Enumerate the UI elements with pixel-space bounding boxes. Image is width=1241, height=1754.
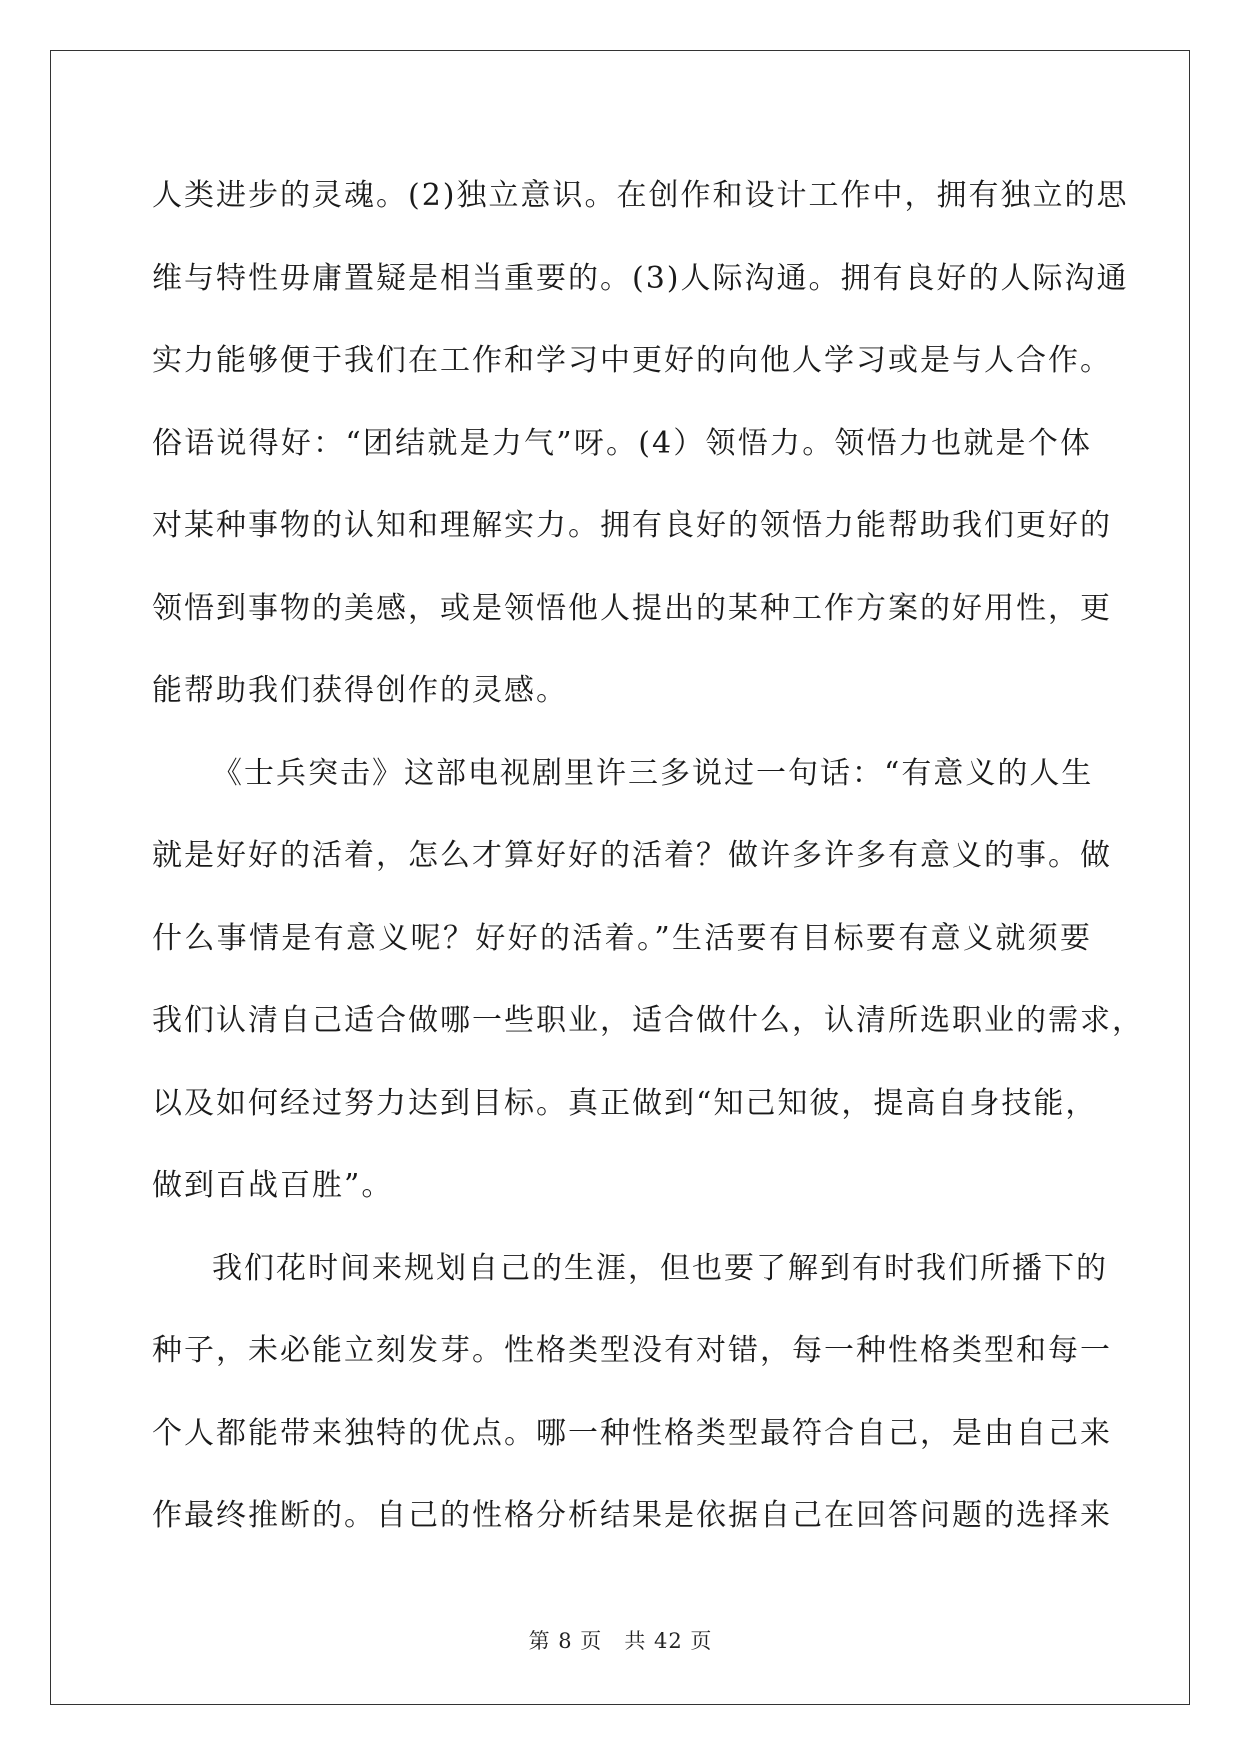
text-line: 维与特性毋庸置疑是相当重要的。(3)人际沟通。拥有良好的人际沟通: [152, 260, 1129, 296]
text-line: 俗语说得好：“团结就是力气”呀。(4）领悟力。领悟力也就是个体: [152, 425, 1092, 461]
text-line: 作最终推断的。自己的性格分析结果是依据自己在回答问题的选择来: [152, 1498, 1112, 1533]
text-line: 领悟到事物的美感，或是领悟他人提出的某种工作方案的好用性，更: [152, 590, 1112, 626]
text-line: 对某种事物的认知和理解实力。拥有良好的领悟力能帮助我们更好的: [152, 508, 1112, 543]
page-number: 第 8 页: [528, 1629, 603, 1653]
page-footer: [0, 1625, 1241, 1655]
document-body: [152, 155, 1144, 1558]
text-line: 个人都能带来独特的优点。哪一种性格类型最符合自己，是由自己来: [152, 1415, 1112, 1451]
total-pages: 共 42 页: [624, 1629, 713, 1653]
text-line: 实力能够便于我们在工作和学习中更好的向他人学习或是与人合作。: [152, 343, 1112, 378]
text-line: 种子，未必能立刻发芽。性格类型没有对错，每一种性格类型和每一: [152, 1333, 1112, 1368]
paragraph-first-line: 《士兵突击》这部电视剧里许三多说过一句话：“有意义的人生: [212, 755, 1094, 791]
text-line: 以及如何经过努力达到目标。真正做到“知己知彼，提高自身技能，: [152, 1085, 1098, 1121]
text-line: 什么事情是有意义呢？好好的活着。”生活要有目标要有意义就须要: [152, 920, 1092, 956]
text-line: 就是好好的活着，怎么才算好好的活着？做许多许多有意义的事。做: [152, 838, 1112, 873]
text-line: 人类进步的灵魂。(2)独立意识。在创作和设计工作中，拥有独立的思: [152, 178, 1129, 213]
text-line: 我们认清自己适合做哪一些职业，适合做什么，认清所选职业的需求，: [152, 1003, 1144, 1038]
text-line: 做到百战百胜”。: [152, 1168, 394, 1203]
text-line: 能帮助我们获得创作的灵感。: [152, 673, 568, 708]
paragraph-first-line: 我们花时间来规划自己的生涯，但也要了解到有时我们所播下的: [212, 1250, 1108, 1286]
